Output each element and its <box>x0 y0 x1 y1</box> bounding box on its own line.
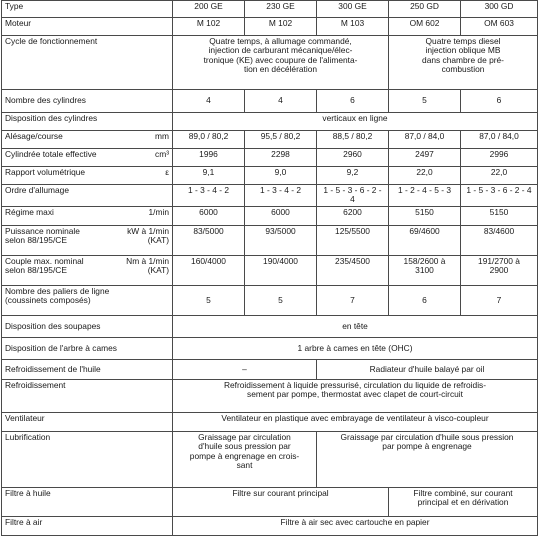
bore-value: 89,0 / 80,2 <box>173 131 245 149</box>
power-label-cell <box>2 225 173 255</box>
header-300ge: 300 GE <box>317 1 389 18</box>
compression-value: 9,2 <box>317 167 389 185</box>
torque-value: 191/2700 à 2900 <box>461 255 538 285</box>
torque-norm-label: selon 88/195/CE <box>5 265 67 276</box>
valves-label: Disposition des soupapes <box>2 315 173 337</box>
firing-value: 1 - 5 - 3 - 6 - 2 - 4 <box>317 185 389 207</box>
row-bore <box>2 131 538 149</box>
row-compression <box>2 167 538 185</box>
compression-unit: ε <box>165 167 169 177</box>
cooling-label: Refroidissement <box>2 379 173 412</box>
power-value: 93/5000 <box>245 225 317 255</box>
row-max-rpm <box>2 206 538 225</box>
lubrication-petrol: Graissage par circulation d'huile sous pression par pompe à engrenage en crois- sant <box>173 431 317 487</box>
motor-value: OM 602 <box>389 18 461 36</box>
cylinders-value: 6 <box>317 90 389 113</box>
torque-unit: Nm à 1/min <box>126 255 169 266</box>
max-rpm-label-cell <box>2 206 173 225</box>
row-air-filter <box>2 516 538 535</box>
bore-value: 87,0 / 84,0 <box>461 131 538 149</box>
bearings-value: 7 <box>317 285 389 315</box>
bore-value: 88,5 / 80,2 <box>317 131 389 149</box>
motor-value: M 102 <box>173 18 245 36</box>
cylinders-value: 5 <box>389 90 461 113</box>
bore-value: 87,0 / 84,0 <box>389 131 461 149</box>
row-cylinders <box>2 90 538 113</box>
torque-value: 235/4500 <box>317 255 389 285</box>
cyl-layout-label: Disposition des cylindres <box>2 113 173 131</box>
firing-label: Ordre d'allumage <box>2 185 173 207</box>
bearings-label: Nombre des paliers de ligne <box>5 285 110 296</box>
row-bearings <box>2 285 538 315</box>
header-300gd: 300 GD <box>461 1 538 18</box>
max-rpm-value: 6000 <box>245 206 317 225</box>
row-lubrication <box>2 431 538 487</box>
oil-cooling-petrol: – <box>173 359 317 379</box>
air-filter-label: Filtre à air <box>2 516 173 535</box>
compression-label: Rapport volumétrique <box>5 167 86 177</box>
cylinders-value: 4 <box>173 90 245 113</box>
valves-value: en tête <box>173 315 538 337</box>
oil-cooling-label: Refroidissement de l'huile <box>2 359 173 379</box>
oil-cooling-diesel: Radiateur d'huile balayé par oil <box>317 359 538 379</box>
row-cooling <box>2 379 538 412</box>
torque-value: 160/4000 <box>173 255 245 285</box>
row-cylinder-layout <box>2 113 538 131</box>
power-norm-label: selon 88/195/CE <box>5 235 67 246</box>
displacement-value: 2497 <box>389 149 461 167</box>
compression-value: 22,0 <box>389 167 461 185</box>
compression-label-cell <box>2 167 173 185</box>
lubrication-label: Lubrification <box>2 431 173 487</box>
bore-value: 95,5 / 80,2 <box>245 131 317 149</box>
row-firing-order <box>2 185 538 207</box>
camshaft-value: 1 arbre à cames en tête (OHC) <box>173 337 538 359</box>
power-unit: kW à 1/min <box>127 225 169 236</box>
max-rpm-value: 5150 <box>461 206 538 225</box>
max-rpm-label: Régime maxi <box>5 206 54 217</box>
displacement-value: 2960 <box>317 149 389 167</box>
motor-label: Moteur <box>2 18 173 36</box>
lubrication-diesel: Graissage par circulation d'huile sous pression par pompe à engrenage <box>317 431 538 487</box>
max-rpm-unit: 1/min <box>148 206 169 217</box>
displacement-unit: cm³ <box>155 149 169 159</box>
motor-value: M 102 <box>245 18 317 36</box>
oil-filter-label: Filtre à huile <box>2 487 173 516</box>
row-oil-filter <box>2 487 538 516</box>
power-value: 83/5000 <box>173 225 245 255</box>
displacement-label: Cylindrée totale effective <box>5 149 97 159</box>
bearings-label-cell <box>2 285 173 315</box>
compression-value: 22,0 <box>461 167 538 185</box>
bore-label-cell <box>2 131 173 149</box>
engine-spec-table <box>1 0 538 536</box>
fan-label: Ventilateur <box>2 412 173 431</box>
firing-value: 1 - 3 - 4 - 2 <box>245 185 317 207</box>
row-displacement <box>2 149 538 167</box>
displacement-label-cell <box>2 149 173 167</box>
fan-value: Ventilateur en plastique avec embrayage de ventilateur à visco-coupleur <box>173 412 538 431</box>
cycle-diesel: Quatre temps diesel injection oblique MB dans chambre de pré- combustion <box>389 36 538 90</box>
row-cycle <box>2 36 538 90</box>
power-value: 125/5500 <box>317 225 389 255</box>
firing-value: 1 - 2 - 4 - 5 - 3 <box>389 185 461 207</box>
motor-value: M 103 <box>317 18 389 36</box>
row-power <box>2 225 538 255</box>
header-type: Type <box>2 1 173 18</box>
row-camshaft <box>2 337 538 359</box>
row-valves <box>2 315 538 337</box>
max-rpm-value: 5150 <box>389 206 461 225</box>
torque-kat: (KAT) <box>147 265 169 276</box>
torque-label-cell <box>2 255 173 285</box>
firing-value: 1 - 5 - 3 - 6 - 2 - 4 <box>461 185 538 207</box>
motor-value: OM 603 <box>461 18 538 36</box>
displacement-value: 2298 <box>245 149 317 167</box>
power-value: 83/4600 <box>461 225 538 255</box>
cylinders-value: 6 <box>461 90 538 113</box>
torque-label: Couple max. nominal <box>5 255 84 266</box>
power-kat: (KAT) <box>147 235 169 246</box>
cylinders-value: 4 <box>245 90 317 113</box>
row-fan <box>2 412 538 431</box>
max-rpm-value: 6200 <box>317 206 389 225</box>
cycle-petrol: Quatre temps, à allumage commandé, injection de carburant mécanique/élec- tronique (KE) avec coupure de l'alimenta- tion en décélération <box>173 36 389 90</box>
row-oil-cooling <box>2 359 538 379</box>
bearings-value: 5 <box>245 285 317 315</box>
header-230ge: 230 GE <box>245 1 317 18</box>
camshaft-label: Disposition de l'arbre à cames <box>2 337 173 359</box>
oil-filter-petrol: Filtre sur courant principal <box>173 487 389 516</box>
header-row <box>2 1 538 18</box>
compression-value: 9,1 <box>173 167 245 185</box>
bearings-value: 5 <box>173 285 245 315</box>
bore-unit: mm <box>155 131 169 141</box>
firing-value: 1 - 3 - 4 - 2 <box>173 185 245 207</box>
power-label: Puissance nominale <box>5 225 80 236</box>
row-motor <box>2 18 538 36</box>
cylinders-label: Nombre des cylindres <box>2 90 173 113</box>
power-value: 69/4600 <box>389 225 461 255</box>
displacement-value: 1996 <box>173 149 245 167</box>
torque-value: 158/2600 à 3100 <box>389 255 461 285</box>
oil-filter-diesel: Filtre combiné, sur courant principal et en dérivation <box>389 487 538 516</box>
air-filter-value: Filtre à air sec avec cartouche en papier <box>173 516 538 535</box>
bearings-value: 7 <box>461 285 538 315</box>
cycle-label: Cycle de fonctionnement <box>2 36 173 90</box>
header-250gd: 250 GD <box>389 1 461 18</box>
bearings-value: 6 <box>389 285 461 315</box>
max-rpm-value: 6000 <box>173 206 245 225</box>
displacement-value: 2996 <box>461 149 538 167</box>
cyl-layout-value: verticaux en ligne <box>173 113 538 131</box>
bore-label: Alésage/course <box>5 131 63 141</box>
row-torque <box>2 255 538 285</box>
cooling-value: Refroidissement à liquide pressurisé, circulation du liquide de refroidis- sement par pompe, thermostat avec clapet de court-circuit <box>173 379 538 412</box>
header-200ge: 200 GE <box>173 1 245 18</box>
compression-value: 9,0 <box>245 167 317 185</box>
torque-value: 190/4000 <box>245 255 317 285</box>
bearings-sublabel: (coussinets composés) <box>5 295 91 306</box>
